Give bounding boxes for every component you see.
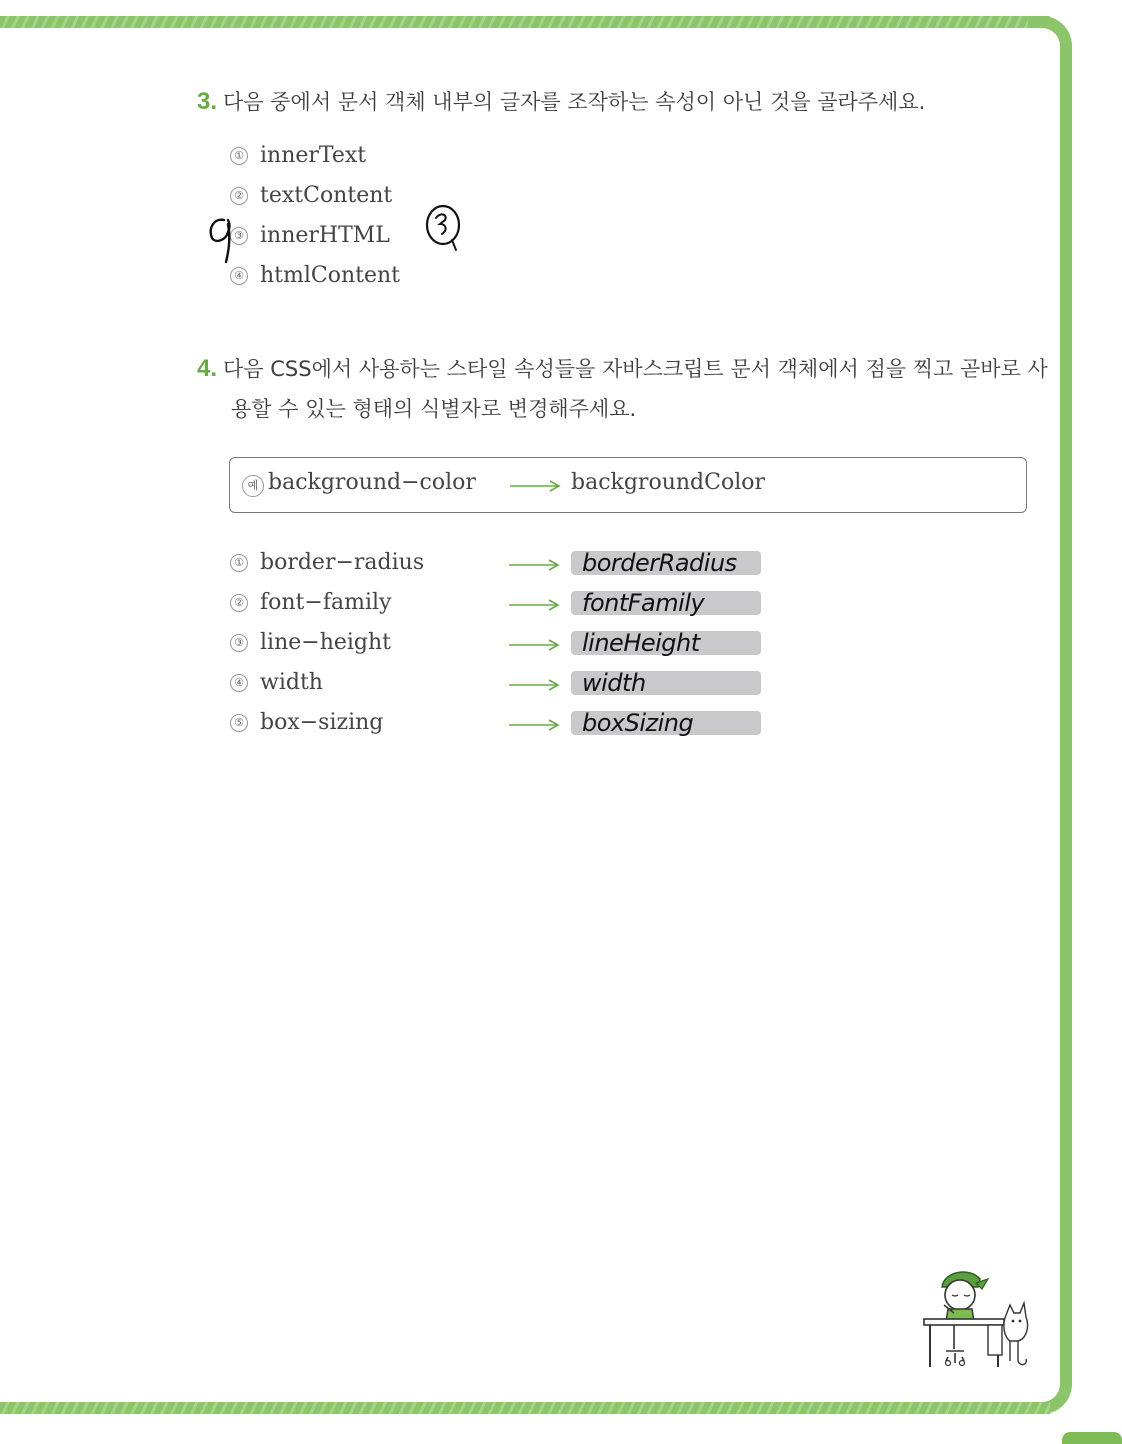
item-label: box−sizing [260, 710, 384, 735]
handwritten-mark-4 [200, 210, 260, 270]
handwritten-answer-circle [420, 200, 470, 256]
question-4-number: 4. [197, 355, 218, 382]
item-label: border−radius [260, 550, 425, 575]
page-frame-top [0, 16, 1050, 28]
option-marker: ① [230, 147, 248, 165]
page-frame-right [1028, 16, 1072, 1414]
option-marker: ② [230, 187, 248, 205]
option-text: htmlContent [260, 263, 401, 288]
example-box [229, 457, 1027, 513]
q4-item-2-label [230, 588, 391, 618]
item-marker: ④ [230, 674, 248, 692]
question-3-text: 다음 중에서 문서 객체 내부의 글자를 조작하는 속성이 아닌 것을 골라주세요. [223, 90, 926, 114]
item-label: font−family [260, 590, 392, 615]
option-marker: ④ [230, 267, 248, 285]
q4-item-1-label [230, 548, 424, 578]
question-4-text-line1: 다음 CSS에서 사용하는 스타일 속성들을 자바스크립트 문서 객체에서 점을 찍고 곧바로 사 [223, 357, 1048, 381]
question-3-title [197, 84, 925, 120]
arrow-icon [509, 557, 561, 573]
q4-item-5-answer: boxSizing [582, 709, 694, 737]
arrow-icon [509, 677, 561, 693]
q4-item-2-answer: fontFamily [582, 589, 705, 617]
arrow-icon [509, 717, 561, 733]
example-js-identifier: backgroundColor [571, 470, 765, 495]
item-marker: ⑤ [230, 714, 248, 732]
q4-item-4-answer: width [582, 669, 646, 697]
page-frame-bottom [0, 1402, 1050, 1414]
item-marker: ② [230, 594, 248, 612]
example-css-property: background−color [268, 470, 476, 495]
option-marker: ③ [230, 227, 248, 245]
item-label: width [260, 670, 323, 695]
item-label: line−height [260, 630, 392, 655]
arrow-icon [509, 637, 561, 653]
item-marker: ① [230, 554, 248, 572]
question-4-title [197, 351, 1048, 387]
q3-option-2 [230, 181, 392, 211]
item-marker: ③ [230, 634, 248, 652]
page-tab [1062, 1432, 1122, 1444]
arrow-icon [510, 478, 562, 494]
q4-item-3-label [230, 628, 391, 658]
q4-item-4-label [230, 668, 323, 698]
option-text: textContent [260, 183, 393, 208]
question-3-number: 3. [197, 88, 218, 115]
q3-option-1 [230, 141, 366, 171]
q4-item-5-label [230, 708, 383, 738]
q4-item-1-answer: borderRadius [582, 549, 737, 577]
question-4-text-line2: 용할 수 있는 형태의 식별자로 변경해주세요. [231, 397, 637, 421]
q4-item-3-answer: lineHeight [582, 629, 700, 657]
arrow-icon [509, 597, 561, 613]
student-desk-illustration [918, 1265, 1032, 1375]
option-text: innerHTML [260, 223, 390, 248]
option-text: innerText [260, 143, 367, 168]
example-badge: 예 [242, 475, 264, 497]
